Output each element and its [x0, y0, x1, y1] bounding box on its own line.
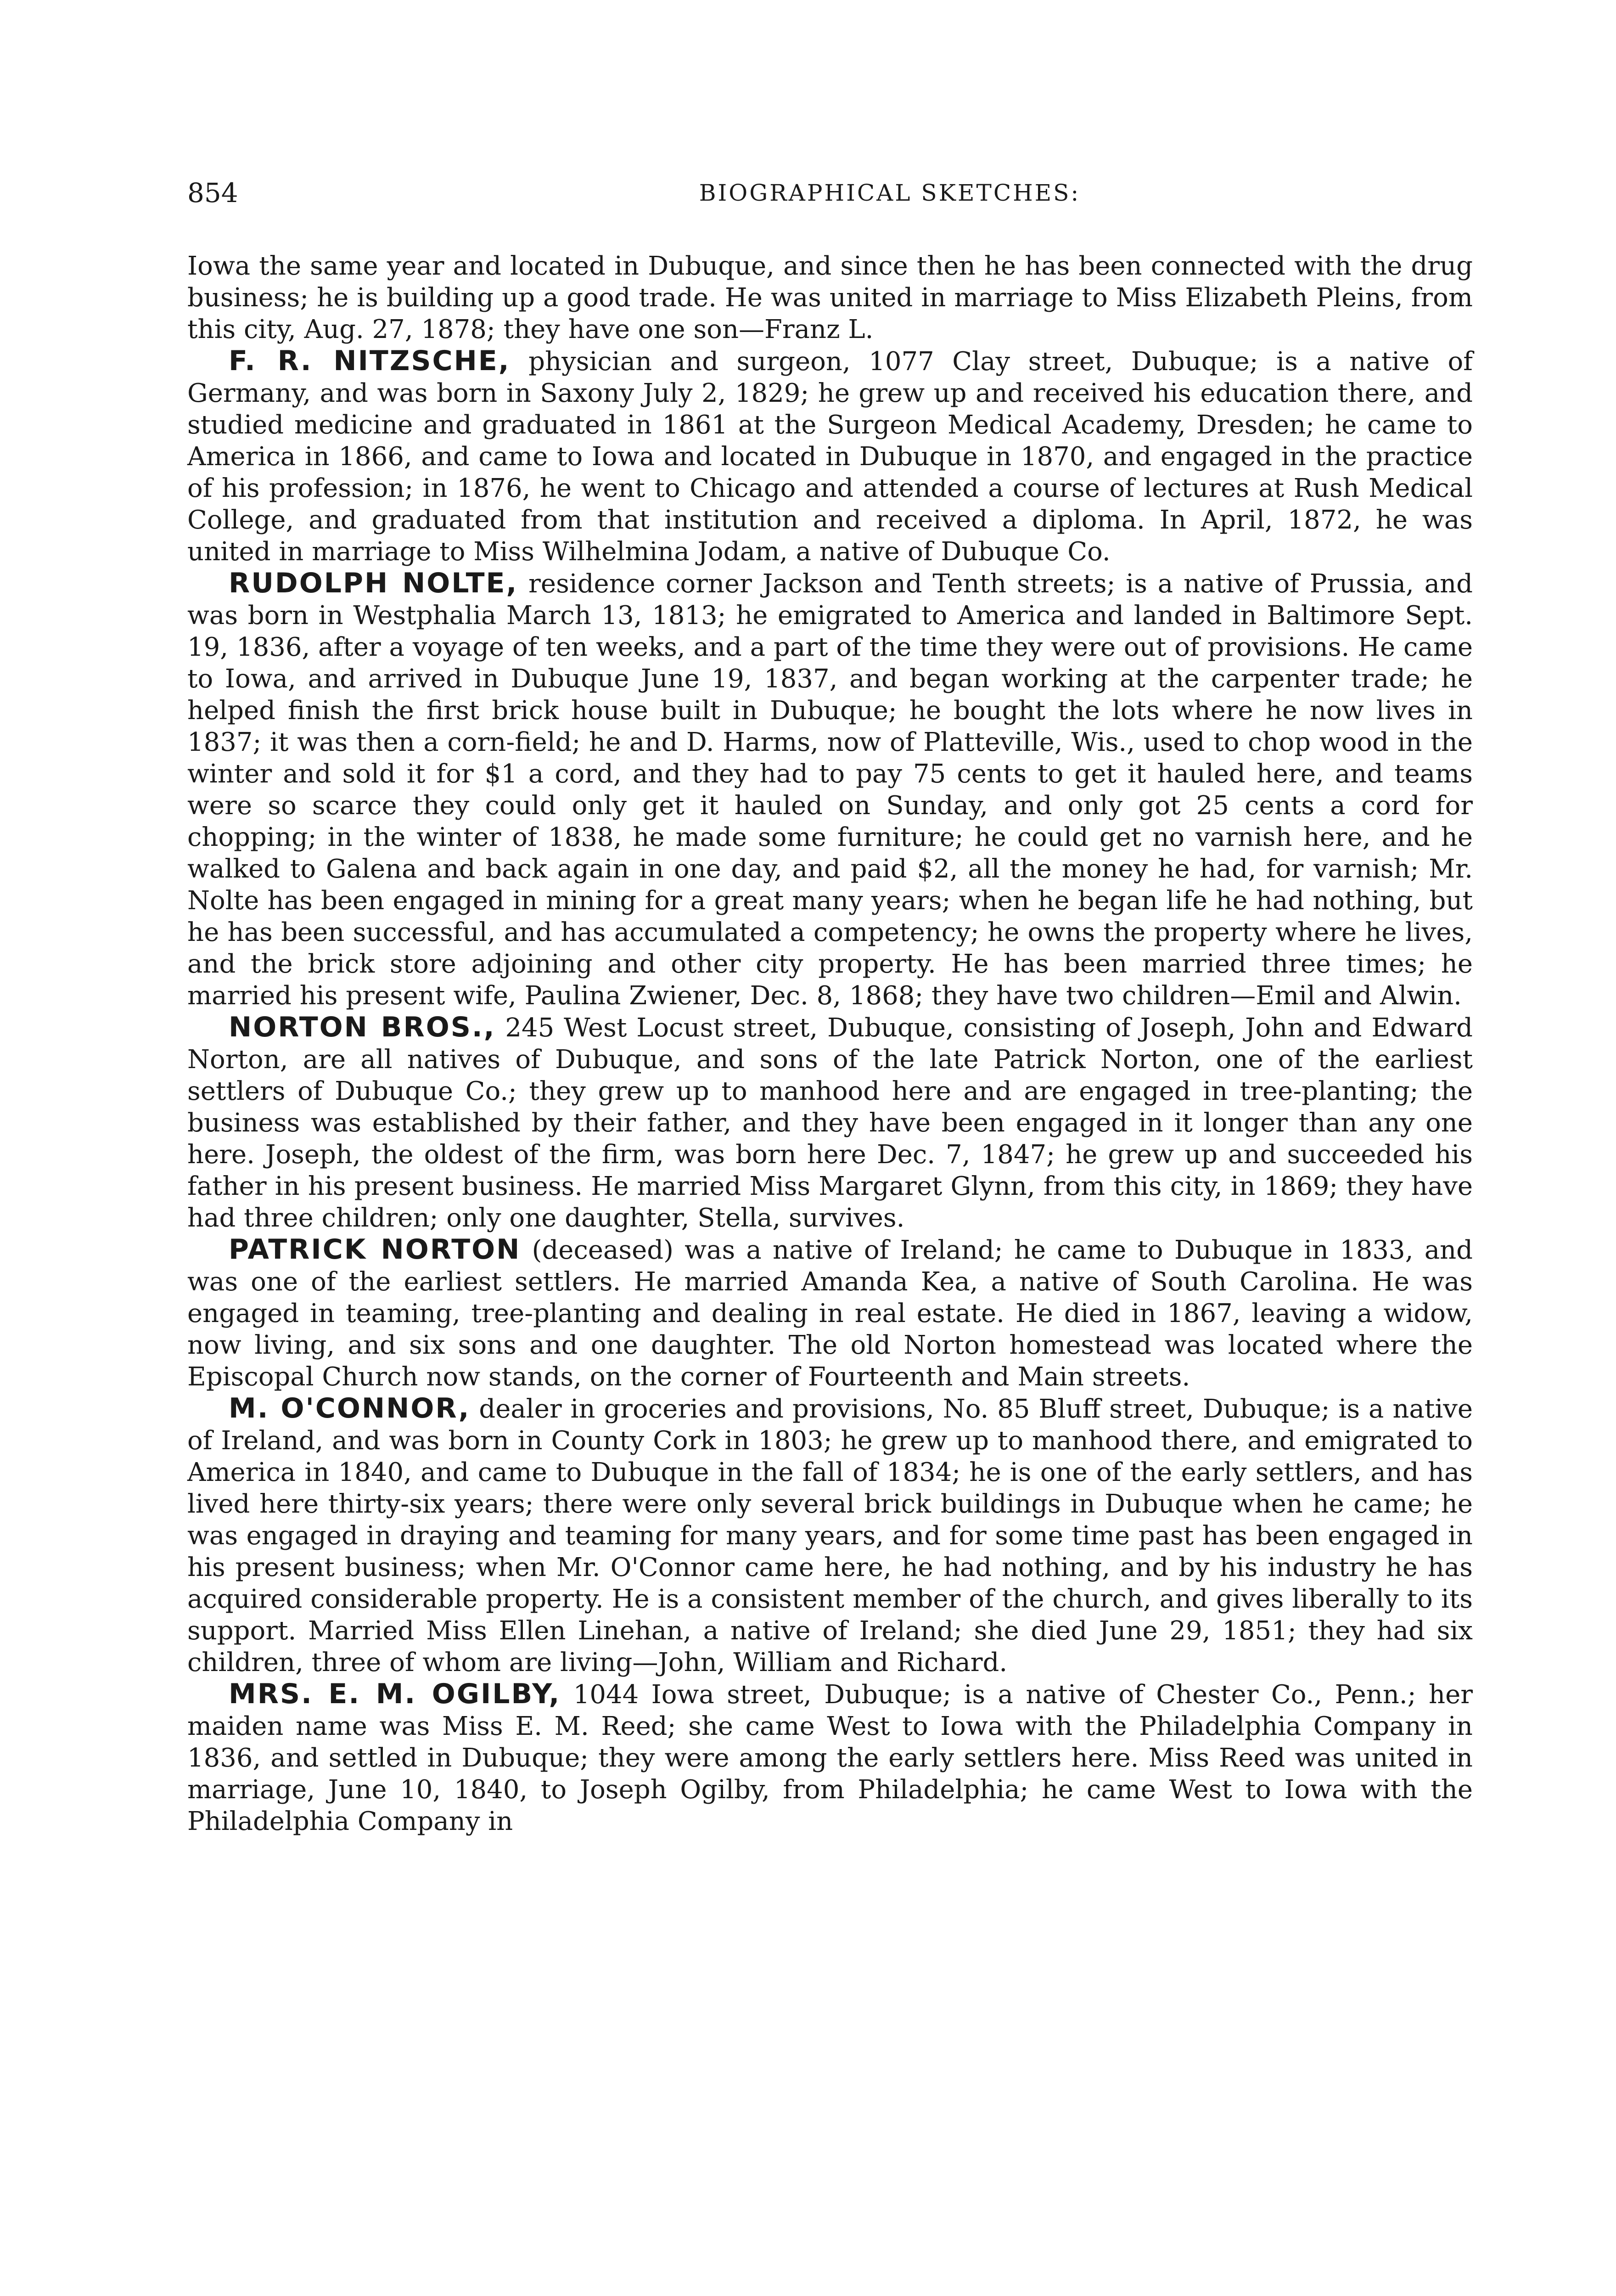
entry-patrick-norton: [187, 1234, 1473, 1393]
entry-nitzsche: [187, 345, 1473, 568]
page-number: 854: [187, 177, 238, 208]
entry-ogilby: [187, 1678, 1473, 1837]
entry-text: residence corner Jackson and Tenth streets; is a native of Prussia, and was born in Westphalia March 13, 1813; he emigrated to America and landed in Baltimore Sept. 19, 1836, after a voyage of ten weeks, and a part of the time they were out of provisions. He came to Iowa, and arrived in Dubuque June 19, 1837, and began working at the carpenter trade; he helped finish the first brick house built in Dubuque; he bought the lots where he now lives in 1837; it was then a corn-field; he and D. Harms, now of Platteville, Wis., used to chop wood in the winter and sold it for $1 a cord, and they had to pay 75 cents to get it hauled here, and teams were so scarce they could only get it hauled on Sunday, and only got 25 cents a cord for chopping; in the winter of 1838, he made some furniture; he could get no varnish here, and he walked to Galena and back again in one day, and paid $2, all the money he had, for varnish; Mr. Nolte has been engaged in mining for a great many years; when he began life he had nothing, but he has been successful, and has accumulated a competency; he owns the property where he lives, and the brick store adjoining and other city property. He has been married three times; he married his present wife, Paulina Zwiener, Dec. 8, 1868; they have two children—Emil and Alwin.: [187, 569, 1473, 1011]
entry-name: F. R. NITZSCHE,: [229, 345, 511, 377]
entry-name: RUDOLPH NOLTE,: [229, 567, 518, 599]
entry-text: (deceased) was a native of Ireland; he came to Dubuque in 1833, and was one of the earliest settlers. He married Amanda Kea, a native of South Carolina. He was engaged in teaming, tree-planting and dealing in real estate. He died in 1867, leaving a widow, now living, and six sons and one daughter. The old Norton homestead was located where the Episcopal Church now stands, on the corner of Fourteenth and Main streets.: [187, 1235, 1473, 1392]
entry-name: PATRICK NORTON: [229, 1233, 521, 1266]
entry-text: dealer in groceries and provisions, No. 85 Bluff street, Dubuque; is a native of Ireland, and was born in County Cork in 1803; he grew up to manhood there, and emigrated to America in 1840, and came to Dubuque in the fall of 1834; he is one of the early settlers, and has lived here thirty-six years; there were only several brick buildings in Dubuque when he came; he was engaged in draying and teaming for many years, and for some time past has been engaged in his present business; when Mr. O'Connor came here, he had nothing, and by his industry he has acquired considerable property. He is a consistent member of the church, and gives liberally to its support. Married Miss Ellen Linehan, a native of Ireland; she died June 29, 1851; they had six children, three of whom are living—John, William and Richard.: [187, 1394, 1473, 1677]
entry-text: physician and surgeon, 1077 Clay street, Dubuque; is a native of Germany, and was born in Saxony July 2, 1829; he grew up and received his education there, and studied medicine and graduated in 1861 at the Surgeon Medical Academy, Dresden; he came to America in 1866, and came to Iowa and located in Dubuque in 1870, and engaged in the practice of his profession; in 1876, he went to Chicago and attended a course of lectures at Rush Medical College, and graduated from that institution and received a diploma. In April, 1872, he was united in marriage to Miss Wilhelmina Jodam, a native of Dubuque Co.: [187, 347, 1473, 567]
entry-name: M. O'CONNOR,: [229, 1392, 471, 1424]
page-header: [187, 174, 1473, 230]
entry-norton-bros: [187, 1012, 1473, 1234]
continuation-paragraph: Iowa the same year and located in Dubuque, and since then he has been connected with the drug business; he is building up a good trade. He was united in marriage to Miss Elizabeth Pleins, from this city, Aug. 27, 1878; they have one son—Franz L.: [187, 251, 1473, 344]
entry-name: NORTON BROS.,: [229, 1011, 496, 1043]
entry-text: 245 West Locust street, Dubuque, consisting of Joseph, John and Edward Norton, are all natives of Dubuque, and sons of the late Patrick Norton, one of the earliest settlers of Dubuque Co.; they grew up to manhood here and are engaged in tree-planting; the business was established by their father, and they have been engaged in it longer than any one here. Joseph, the oldest of the firm, was born here Dec. 7, 1847; he grew up and succeeded his father in his present business. He married Miss Margaret Glynn, from this city, in 1869; they have had three children; only one daughter, Stella, survives.: [187, 1013, 1473, 1233]
body-text: [187, 250, 1473, 1837]
entry-text: 1044 Iowa street, Dubuque; is a native of Chester Co., Penn.; her maiden name was Miss E. M. Reed; she came West to Iowa with the Philadelphia Company in 1836, and settled in Dubuque; they were among the early settlers here. Miss Reed was united in marriage, June 10, 1840, to Joseph Ogilby, from Philadelphia; he came West to Iowa with the Philadelphia Company in: [187, 1680, 1473, 1836]
running-title: BIOGRAPHICAL SKETCHES:: [699, 180, 1081, 206]
entry-nolte: [187, 568, 1473, 1012]
entry-name: MRS. E. M. OGILBY,: [229, 1678, 561, 1710]
entry-oconnor: [187, 1393, 1473, 1678]
